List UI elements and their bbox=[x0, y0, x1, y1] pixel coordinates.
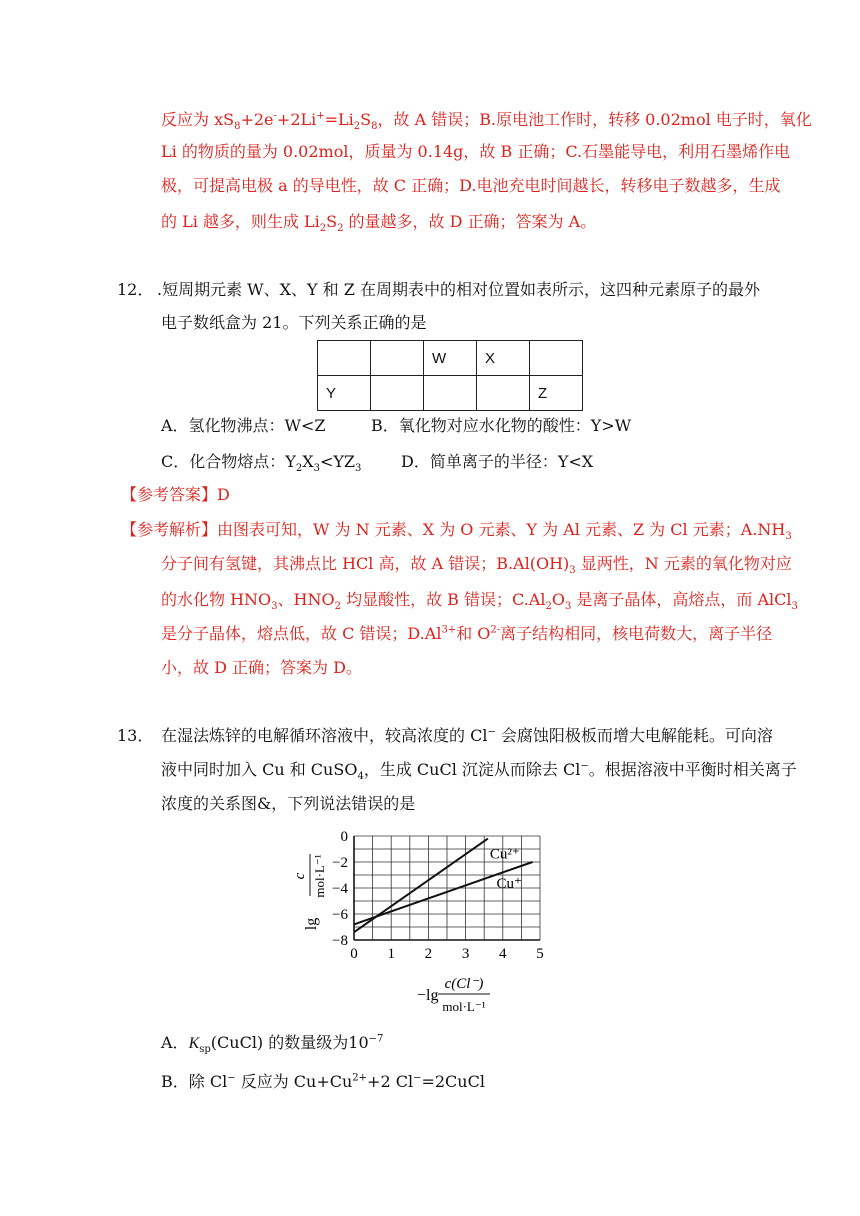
x-tick-label: 2 bbox=[424, 946, 433, 962]
answer-tag: 【参考答案】 bbox=[121, 485, 218, 504]
table-cell bbox=[318, 341, 371, 376]
y-axis-label-prefix: lg bbox=[303, 917, 320, 931]
q12-option-d: D．简单离子的半径：Y<X bbox=[401, 452, 594, 471]
q12-analysis-line-4: 是分子晶体，熔点低，故 C 错误；$D.Al^{3+}$和 $O^{2-}$离子结构相同，核电荷数大，离子半径 bbox=[161, 624, 773, 643]
prev-solution-line-2: Li 的物质的量为 0.02mol，质量为 0.14g，故 B 正确；C.石墨能导电，利用石墨烯作电 bbox=[161, 142, 791, 161]
table-cell bbox=[371, 376, 424, 411]
prev-solution-line-1: 反应为 $xS_8+2e^-+2Li^+=Li_2S_8$，故 A 错误；B.原电池工作时，转移 0.02mol 电子时，氧化 bbox=[161, 110, 812, 133]
y-tick-label: −2 bbox=[332, 855, 348, 871]
q12-stem-line-1: .短周期元素 W、X、Y 和 Z 在周期表中的相对位置如表所示，这四种元素原子的最外 bbox=[157, 280, 760, 299]
y-tick-label: −6 bbox=[332, 907, 348, 923]
q12-option-a: A．氢化物沸点：W<Z bbox=[161, 416, 326, 435]
y-axis-label bbox=[292, 854, 327, 930]
q13-option-a: A．$K_{sp}(CuCl)$ 的数量级为$10^{-7}$ bbox=[161, 1033, 384, 1056]
chart-axes bbox=[354, 836, 540, 940]
q12-analysis-line-2: 分子间有氢键，其沸点比 HCl 高，故 A 错误；$B.Al(OH)_3$ 显两性，N 元素的氧化物对应 bbox=[161, 554, 792, 577]
y-tick-label: 0 bbox=[340, 829, 348, 845]
table-cell bbox=[477, 376, 530, 411]
y-tick-label: −8 bbox=[332, 933, 348, 949]
chart-grid bbox=[354, 836, 540, 940]
y-tick-label: −4 bbox=[332, 881, 348, 897]
prev-solution-line-4: 的 Li 越多，则生成 $Li_2S_2$ 的量越多，故 D 正确；答案为 A。 bbox=[161, 212, 597, 235]
x-axis-label-denominator: mol·L⁻¹ bbox=[442, 999, 486, 1014]
prev-solution-line-3: 极，可提高电极 a 的导电性，故 C 正确；D.电池充电时间越长，转移电子数越多，生成 bbox=[161, 176, 781, 195]
y-axis-label-numerator: c bbox=[292, 872, 308, 880]
x-tick-label: 0 bbox=[350, 946, 358, 962]
q12-option-b: B．氧化物对应水化物的酸性：Y>W bbox=[371, 416, 632, 435]
chart-series bbox=[354, 839, 533, 933]
q13-stem-line-1: 在湿法炼锌的电解循环溶液中，较高浓度的 Cl− 会腐蚀阳极板而增大电解能耗。可向溶 bbox=[161, 726, 773, 745]
analysis-tag: 【参考解析】 bbox=[121, 520, 218, 539]
table-cell bbox=[424, 376, 477, 411]
table-cell: W bbox=[424, 341, 477, 376]
x-axis-label bbox=[417, 976, 490, 1014]
y-axis-label-denominator: mol·L⁻¹ bbox=[312, 854, 327, 898]
q12-analysis-line-1: 【参考解析】由图表可知，W 为 N 元素、X 为 O 元素、Y 为 Al 元素、Z 为 Cl 元素；$A.NH_3$ bbox=[121, 520, 792, 543]
q13-option-b: B．除 Cl− 反应为 $Cu+Cu^{2+}+2$ Cl−=2CuCl bbox=[161, 1072, 485, 1091]
q12-analysis-line-5: 小，故 D 正确；答案为 D。 bbox=[161, 658, 362, 677]
series-line bbox=[354, 839, 488, 933]
x-tick-label: 4 bbox=[499, 946, 507, 962]
table-cell bbox=[371, 341, 424, 376]
q12-answer bbox=[121, 479, 230, 511]
q12-option-c: C．化合物熔点：$Y_2X_3<YZ_3$ bbox=[161, 452, 362, 475]
table-cell: X bbox=[477, 341, 530, 376]
periodic-table-fragment bbox=[317, 340, 583, 411]
series-label: Cu²⁺ bbox=[489, 846, 520, 863]
table-cell: Z bbox=[530, 376, 583, 411]
chart-ticks bbox=[332, 829, 544, 962]
answer-value: D bbox=[217, 485, 230, 504]
table-row bbox=[318, 341, 583, 376]
table-cell: Y bbox=[318, 376, 371, 411]
q13-stem-line-3: 浓度的关系图&，下列说法错误的是 bbox=[161, 794, 416, 813]
x-tick-label: 5 bbox=[536, 946, 544, 962]
q13-stem-line-2: 液中同时加入 Cu 和 CuSO$_4$，生成 CuCl 沉淀从而除去 Cl−。根据溶液中平衡时相关离子 bbox=[161, 760, 797, 783]
q12-stem-line-2: 电子数纸盒为 21。下列关系正确的是 bbox=[161, 313, 427, 332]
series-line bbox=[354, 862, 533, 924]
q12-analysis-line-3: 的水化物 $HNO_3$、$HNO_2$ 均显酸性，故 B 错误；$C.Al_2O_3$ 是离子晶体，高熔点，而 AlCl$_3$ bbox=[161, 590, 798, 613]
q13-number: 13． bbox=[117, 726, 154, 745]
table-cell bbox=[530, 341, 583, 376]
series-label: Cu⁺ bbox=[496, 876, 522, 892]
q12-number: 12． bbox=[117, 280, 154, 299]
x-axis-label-numerator: c(Cl⁻) bbox=[444, 976, 484, 992]
x-tick-label: 1 bbox=[387, 946, 395, 962]
table-row bbox=[318, 376, 583, 411]
x-tick-label: 3 bbox=[461, 946, 470, 962]
x-axis-label-prefix: −lg bbox=[417, 987, 439, 1004]
